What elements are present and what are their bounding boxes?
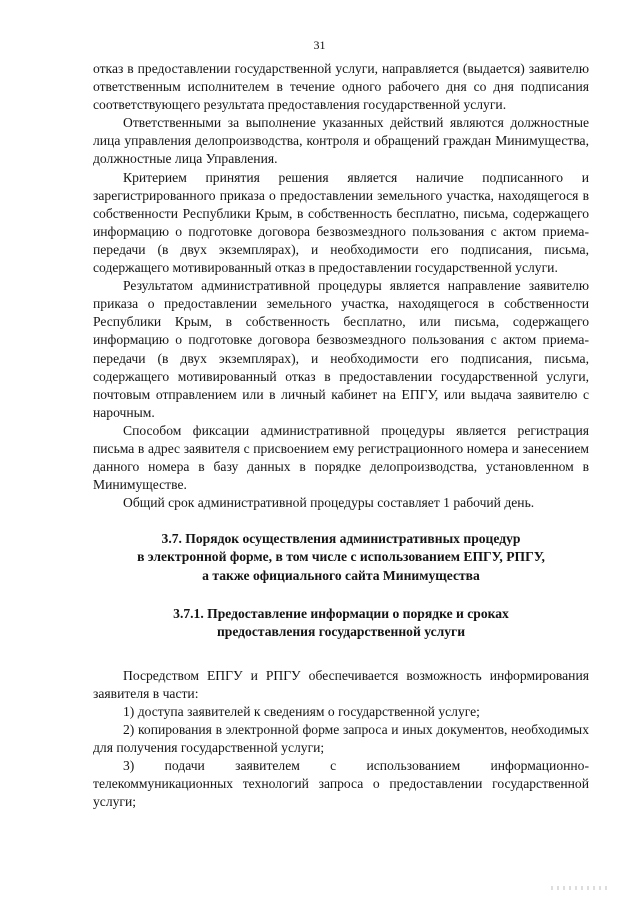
section-heading-3-7 (93, 530, 589, 584)
subsection-heading-line: предоставления государственной услуги (216, 623, 466, 639)
list-item-copying: 2) копирования в электронной форме запроса и иных документов, необходимых для получения государственной услуги; (93, 722, 589, 756)
document-body (93, 60, 589, 812)
paragraph-informing-intro: Посредством ЕПГУ и РПГУ обеспечивается возможность информирования заявителя в части: (93, 667, 589, 701)
paragraph-procedure-result: Результатом административной процедуры является направление заявителю приказа о предоставлении земельного участка, находящегося в собственности Республики Крым, в собственность бесплатно, или письма, содержащего информацию о подготовке договора безвозмездного пользования с актом приема-передачи (в двух экземплярах), и необходимости его подписания, письма, содержащего мотивированный отказ в предоставлении государственной услуги, почтовым отправлением или в личный кабинет на ЕПГУ, или выдача заявителю с нарочным. (93, 278, 589, 420)
paragraph-refusal-delivery: отказ в предоставлении государственной услуги, направляется (выдается) заявителю ответственным исполнителем в течение одного рабочего дня со дня подписания соответствующего результата предоставления государственной услуги. (93, 61, 589, 113)
paragraph-total-term: Общий срок административной процедуры составляет 1 рабочий день. (123, 495, 535, 511)
scan-artifact (551, 886, 611, 890)
subsection-heading-line: 3.7.1. Предоставление информации о порядке и сроках (173, 605, 509, 621)
paragraph-decision-criterion: Критерием принятия решения является наличие подписанного и зарегистрированного приказа о предоставлении земельного участка, находящегося в собственности Республики Крым, в собственность бесплатно, письма, содержащего информацию о подготовке договора безвозмездного пользования с актом приема-передачи (в двух экземплярах), и необходимости его подписания, письма, содержащего мотивированный отказ в предоставлении государственной услуги. (93, 169, 589, 276)
list-item-submission: 3) подачи заявителем с использованием информационно-телекоммуникационных технологий запроса о предоставлении государственной услуги; (93, 758, 589, 810)
section-heading-line: а также официального сайта Минимущества (202, 567, 480, 583)
paragraph-responsible-persons: Ответственными за выполнение указанных действий являются должностные лица управления делопроизводства, контроля и обращений граждан Минимущества, должностные лица Управления. (93, 115, 589, 167)
section-heading-line: 3.7. Порядок осуществления административных процедур (161, 531, 521, 547)
subsection-heading-3-7-1 (93, 605, 589, 641)
paragraph-fixation-method: Способом фиксации административной процедуры является регистрация письма в адрес заявителя с присвоением ему регистрационного номера и занесением данного номера в базу данных в порядке делопроизводства, установленном в Минимуществе. (93, 422, 589, 493)
section-heading-line: в электронной форме, в том числе с использованием ЕПГУ, РПГУ, (137, 549, 545, 565)
page-number: 31 (313, 38, 326, 52)
list-item-access: 1) доступа заявителей к сведениям о государственной услуге; (123, 704, 480, 719)
